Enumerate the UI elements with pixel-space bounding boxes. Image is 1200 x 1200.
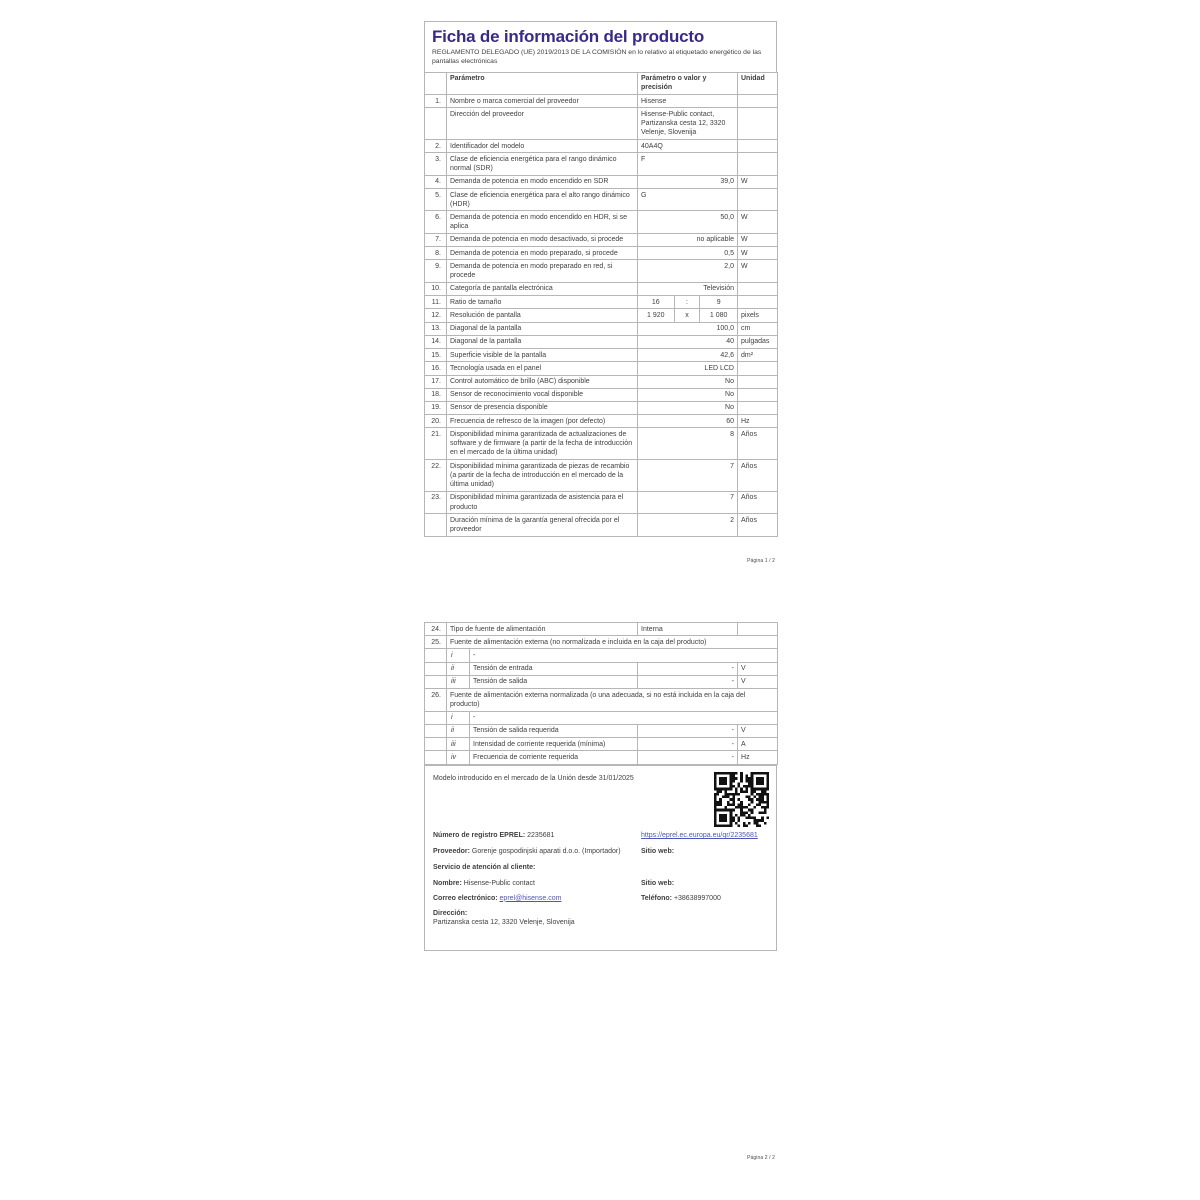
table-row (425, 636, 778, 649)
table-row (425, 623, 778, 636)
eprel-number: 2235681 (527, 832, 555, 839)
value-cell: 42,6 (638, 349, 738, 362)
table-row (425, 296, 778, 309)
model-intro-text: Modelo introducido en el mercado de la Unión desde 31/01/2025 (433, 775, 634, 782)
telefono-label: Teléfono: (641, 894, 672, 902)
unit-cell (738, 362, 778, 375)
parameter-cell: Identificador del modelo (447, 140, 638, 153)
nombre-value: Hisense-Public contact (463, 879, 535, 887)
parameter-cell: Tecnología usada en el panel (447, 362, 638, 375)
value-part: : (674, 296, 700, 308)
page-subtitle: REGLAMENTO DELEGADO (UE) 2019/2013 DE LA COMISIÓN en lo relativo al etiquetado energético de las pantallas electrónicas (432, 49, 762, 65)
row-number-cell: 22. (425, 460, 447, 492)
parameter-cell: Control automático de brillo (ABC) disponible (447, 375, 638, 388)
row-number-cell: 14. (425, 335, 447, 348)
table-row (425, 322, 778, 335)
value-cell: 39,0 (638, 175, 738, 188)
value-cell (638, 296, 738, 309)
unit-cell: cm (738, 322, 778, 335)
unit-cell: pulgadas (738, 335, 778, 348)
correo-row (433, 894, 769, 903)
unit-cell: A (738, 738, 778, 751)
table-row (425, 153, 778, 175)
parameter-cell: Disponibilidad mínima garantizada de piezas de recambio (a partir de la fecha de introducción en el mercado de la última unidad) (447, 460, 638, 492)
row-number-cell: 16. (425, 362, 447, 375)
page-title: Ficha de información del producto (432, 27, 705, 46)
direccion-label: Dirección: (433, 910, 468, 918)
row-number-cell: 9. (425, 260, 447, 282)
header-num (425, 72, 447, 94)
unit-cell: W (738, 260, 778, 282)
table-row (425, 689, 778, 711)
value-cell: 2,0 (638, 260, 738, 282)
value-cell: 2 (638, 514, 738, 536)
table-row (425, 247, 778, 260)
value-cell: no aplicable (638, 233, 738, 246)
row-number-cell: 2. (425, 140, 447, 153)
header-param: Parámetro (447, 72, 638, 94)
value-cell: - (638, 724, 738, 737)
unit-cell (738, 153, 778, 175)
value-cell: 0,5 (638, 247, 738, 260)
eprel-url-wrap (641, 831, 763, 840)
roman-index-cell: iv (447, 751, 470, 764)
roman-index-cell: ii (447, 724, 470, 737)
table-row (425, 751, 778, 764)
table-row (425, 211, 778, 233)
spanning-parameter-cell: Fuente de alimentación externa normalizada (o una adecuada, si no está incluida en la caja del producto) (447, 689, 778, 711)
unit-cell: W (738, 247, 778, 260)
sitio-web-label-2: Sitio web: (641, 879, 675, 887)
unit-cell: W (738, 211, 778, 233)
row-number-cell: 15. (425, 349, 447, 362)
unit-cell: pixels (738, 309, 778, 322)
row-number-cell: 19. (425, 401, 447, 414)
supplier-info-box (424, 765, 777, 951)
table-row (425, 724, 778, 737)
value-cell: No (638, 375, 738, 388)
unit-cell (738, 388, 778, 401)
nombre-label: Nombre: (433, 879, 462, 887)
sitio-web-label-1: Sitio web: (641, 848, 675, 856)
unit-cell: Años (738, 460, 778, 492)
power-supply-table (424, 622, 778, 765)
unit-cell: V (738, 662, 778, 675)
parameter-cell: Superficie visible de la pantalla (447, 349, 638, 362)
eprel-registration (433, 831, 641, 840)
proveedor (433, 847, 641, 856)
parameter-cell: Frecuencia de refresco de la imagen (por defecto) (447, 415, 638, 428)
value-cell: No (638, 388, 738, 401)
table-row (425, 189, 778, 211)
sitio-web-2 (641, 879, 769, 888)
value-part: 9 (699, 296, 737, 308)
value-cell: 8 (638, 428, 738, 460)
direccion-row (433, 909, 769, 927)
header-value: Parámetro o valor y precisión (638, 72, 738, 94)
eprel-label: Número de registro EPREL: (433, 832, 526, 839)
value-part: x (674, 309, 700, 321)
row-number-cell: 5. (425, 189, 447, 211)
parameter-cell: Disponibilidad mínima garantizada de asistencia para el producto (447, 491, 638, 513)
value-cell: 60 (638, 415, 738, 428)
value-part: 16 (651, 298, 660, 306)
parameter-cell: Ratio de tamaño (447, 296, 638, 309)
value-cell: LED LCD (638, 362, 738, 375)
unit-cell (738, 401, 778, 414)
parameter-cell: Demanda de potencia en modo encendido en SDR (447, 175, 638, 188)
row-number-cell: 25. (425, 636, 447, 649)
value-cell: 7 (638, 460, 738, 492)
page-1-footer: Página 1 / 2 (747, 558, 775, 564)
row-number-cell (425, 751, 447, 764)
email-link[interactable]: eprel@hisense.com (499, 894, 562, 902)
parameter-cell: Tensión de entrada (470, 662, 638, 675)
unit-cell (738, 95, 778, 108)
value-cell: Hisense-Public contact, Partizanska cesta 12, 3320 Velenje, Slovenija (638, 108, 738, 140)
value-cell: 40 (638, 335, 738, 348)
unit-cell (738, 282, 778, 295)
table-row (425, 675, 778, 688)
direccion-value: Partizanska cesta 12, 3320 Velenje, Slovenija (433, 919, 575, 927)
row-number-cell: 3. (425, 153, 447, 175)
page-2-footer: Página 2 / 2 (747, 1155, 775, 1161)
value-cell: No (638, 401, 738, 414)
parameter-cell: Demanda de potencia en modo preparado, si procede (447, 247, 638, 260)
row-number-cell (425, 711, 447, 724)
table-row (425, 738, 778, 751)
nombre (433, 879, 641, 888)
table-row (425, 95, 778, 108)
table-row (425, 140, 778, 153)
roman-index-cell: ii (447, 662, 470, 675)
table-row (425, 491, 778, 513)
parameter-cell: Frecuencia de corriente requerida (470, 751, 638, 764)
table-row (425, 362, 778, 375)
row-number-cell: 4. (425, 175, 447, 188)
value-cell (638, 309, 738, 322)
proveedor-label: Proveedor: (433, 848, 470, 856)
table-row (425, 349, 778, 362)
table-header-row (425, 72, 778, 94)
row-number-cell: 24. (425, 623, 447, 636)
value-part: 1 920 (647, 311, 665, 319)
table-row (425, 335, 778, 348)
row-number-cell: 13. (425, 322, 447, 335)
parameter-cell: Disponibilidad mínima garantizada de actualizaciones de software y de firmware (a partir de la fecha de introducción en el mercado de la última unidad) (447, 428, 638, 460)
roman-index-cell: iii (447, 738, 470, 751)
value-cell: G (638, 189, 738, 211)
value-cell: - (638, 738, 738, 751)
table-row (425, 260, 778, 282)
row-number-cell: 23. (425, 491, 447, 513)
eprel-row (433, 831, 769, 840)
qr-code-icon (714, 772, 769, 827)
value-part: 1 080 (699, 309, 737, 321)
row-number-cell (425, 675, 447, 688)
unit-cell: Años (738, 491, 778, 513)
parameter-cell: Categoría de pantalla electrónica (447, 282, 638, 295)
row-number-cell (425, 108, 447, 140)
eprel-link[interactable]: https://eprel.ec.europa.eu/qr/2235681 (641, 832, 758, 839)
row-number-cell: 20. (425, 415, 447, 428)
unit-cell: V (738, 724, 778, 737)
proveedor-value: Gorenje gospodinjski aparati d.o.o. (Importador) (471, 848, 621, 856)
row-number-cell (425, 649, 447, 662)
row-number-cell: 17. (425, 375, 447, 388)
table-row (425, 233, 778, 246)
power-supply-table-wrap (424, 622, 777, 765)
proveedor-row (433, 847, 769, 856)
parameter-cell: Clase de eficiencia energética para el alto rango dinámico (HDR) (447, 189, 638, 211)
parameter-cell: Dirección del proveedor (447, 108, 638, 140)
nombre-row (433, 879, 769, 888)
value-cell: 7 (638, 491, 738, 513)
parameter-cell: Tipo de fuente de alimentación (447, 623, 638, 636)
table-row (425, 649, 778, 662)
telefono-value: +38638997000 (673, 894, 721, 902)
unit-cell: Hz (738, 415, 778, 428)
unit-cell (738, 189, 778, 211)
unit-cell: Años (738, 428, 778, 460)
product-parameters-table (424, 72, 778, 537)
unit-cell (738, 623, 778, 636)
table-row (425, 175, 778, 188)
row-number-cell (425, 514, 447, 536)
parameter-cell: Diagonal de la pantalla (447, 335, 638, 348)
roman-index-cell: iii (447, 675, 470, 688)
value-cell: - (638, 662, 738, 675)
parameter-cell: Intensidad de corriente requerida (mínima) (470, 738, 638, 751)
table-row (425, 514, 778, 536)
row-number-cell (425, 738, 447, 751)
parameter-cell: Tensión de salida (470, 675, 638, 688)
spanning-parameter-cell: Fuente de alimentación externa (no normalizada e incluida en la caja del producto) (447, 636, 778, 649)
row-number-cell: 11. (425, 296, 447, 309)
value-cell: Hisense (638, 95, 738, 108)
unit-cell: W (738, 175, 778, 188)
table-row (425, 375, 778, 388)
table-row (425, 309, 778, 322)
correo (433, 894, 641, 903)
roman-index-cell: i (447, 649, 470, 662)
parameter-cell: Resolución de pantalla (447, 309, 638, 322)
parameter-cell: Nombre o marca comercial del proveedor (447, 95, 638, 108)
row-number-cell: 12. (425, 309, 447, 322)
unit-cell: V (738, 675, 778, 688)
sitio-web-1 (641, 847, 769, 856)
value-cell: Televisión (638, 282, 738, 295)
table-row (425, 711, 778, 724)
value-cell: - (638, 675, 738, 688)
telefono (641, 894, 769, 903)
row-number-cell (425, 724, 447, 737)
table-row (425, 388, 778, 401)
row-number-cell: 1. (425, 95, 447, 108)
unit-cell (738, 375, 778, 388)
parameter-cell: Tensión de salida requerida (470, 724, 638, 737)
spanning-value-cell: - (470, 711, 778, 724)
table-row (425, 415, 778, 428)
row-number-cell: 18. (425, 388, 447, 401)
table-row (425, 108, 778, 140)
parameter-cell: Sensor de reconocimiento vocal disponible (447, 388, 638, 401)
unit-cell: Años (738, 514, 778, 536)
parameter-cell: Demanda de potencia en modo desactivado, si procede (447, 233, 638, 246)
table-row (425, 662, 778, 675)
correo-label: Correo electrónico: (433, 894, 498, 902)
value-cell: 100,0 (638, 322, 738, 335)
unit-cell: dm² (738, 349, 778, 362)
parameter-cell: Demanda de potencia en modo preparado en red, si procede (447, 260, 638, 282)
spanning-value-cell: - (470, 649, 778, 662)
table-row (425, 428, 778, 460)
value-cell: Interna (638, 623, 738, 636)
unit-cell: W (738, 233, 778, 246)
parameter-cell: Clase de eficiencia energética para el rango dinámico normal (SDR) (447, 153, 638, 175)
row-number-cell: 10. (425, 282, 447, 295)
unit-cell (738, 296, 778, 309)
page-1 (424, 21, 777, 537)
header-unit: Unidad (738, 72, 778, 94)
table-row (425, 460, 778, 492)
unit-cell: Hz (738, 751, 778, 764)
row-number-cell: 6. (425, 211, 447, 233)
parameter-cell: Diagonal de la pantalla (447, 322, 638, 335)
model-intro-row (433, 772, 769, 827)
roman-index-cell: i (447, 711, 470, 724)
row-number-cell: 8. (425, 247, 447, 260)
value-cell: 50,0 (638, 211, 738, 233)
page-1-header (424, 21, 777, 72)
unit-cell (738, 140, 778, 153)
row-number-cell: 26. (425, 689, 447, 711)
value-cell: F (638, 153, 738, 175)
row-number-cell (425, 662, 447, 675)
row-number-cell: 7. (425, 233, 447, 246)
value-cell: - (638, 751, 738, 764)
servicio-label: Servicio de atención al cliente: (433, 864, 536, 872)
value-cell: 40A4Q (638, 140, 738, 153)
parameter-cell: Demanda de potencia en modo encendido en HDR, si se aplica (447, 211, 638, 233)
row-number-cell: 21. (425, 428, 447, 460)
unit-cell (738, 108, 778, 140)
table-row (425, 401, 778, 414)
parameter-cell: Sensor de presencia disponible (447, 401, 638, 414)
parameter-cell: Duración mínima de la garantía general ofrecida por el proveedor (447, 514, 638, 536)
table-row (425, 282, 778, 295)
servicio-row (433, 863, 769, 872)
